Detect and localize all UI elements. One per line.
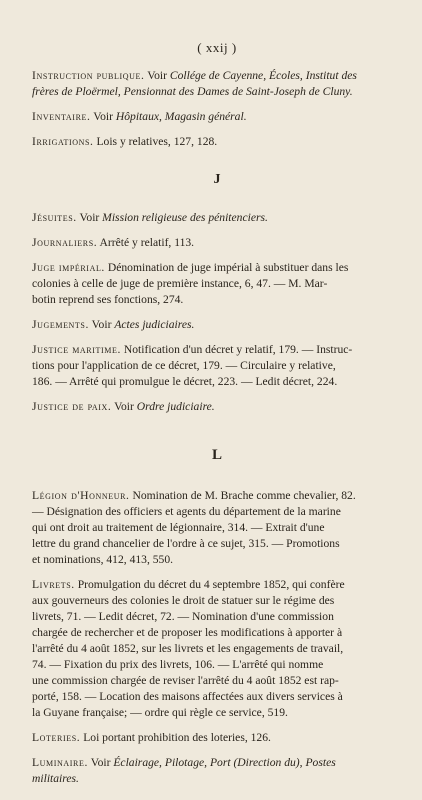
entry-line xyxy=(32,276,402,292)
entry-text: la Guyane française; — ordre qui règle ce service, 519. xyxy=(32,706,288,719)
entry-text: qui ont droit au traitement de légionnaire, 314. — Extrait d'une xyxy=(32,521,325,534)
letter-heading-j: J xyxy=(213,172,221,187)
entry-text: Lois y relatives, 127, 128. xyxy=(96,135,218,148)
entry-line xyxy=(32,593,402,609)
section-i-end xyxy=(32,68,402,150)
entry-line xyxy=(32,520,402,536)
entry-heading: Journaliers. xyxy=(32,236,98,249)
index-entry xyxy=(32,342,402,390)
entry-text: porté, 158. — Location des maisons affectées aux divers services à xyxy=(32,690,343,703)
entry-line xyxy=(32,488,402,504)
index-entry xyxy=(32,317,402,333)
entry-text: 186. — Arrêté qui promulgue le décret, 223. — Ledit décret, 224. xyxy=(32,375,338,388)
letter-heading-l: L xyxy=(211,447,222,463)
entry-reference: Éclairage, Pilotage, Port (Direction du), Postes xyxy=(113,756,336,769)
entry-text: Voir xyxy=(147,69,170,82)
entry-text: aux gouverneurs des colonies le droit de statuer sur le régime des xyxy=(32,594,335,607)
entry-line xyxy=(32,317,402,333)
entry-text: Dénomination de juge impérial à substituer dans les xyxy=(107,261,349,274)
entry-line xyxy=(32,536,402,552)
entry-text: tions pour l'application de ce décret, 179. — Circulaire y relative, xyxy=(32,359,336,372)
entry-text: lettre du grand chancelier de l'ordre à ce sujet, 315. — Promotions xyxy=(32,537,340,550)
index-entry xyxy=(32,210,402,226)
entry-line xyxy=(32,84,402,100)
entry-line xyxy=(32,657,402,673)
index-entry xyxy=(32,109,402,125)
entry-text: une commission chargée de reviser l'arrêté du 4 août 1852 est rap- xyxy=(32,674,339,687)
index-entry xyxy=(32,68,402,100)
entry-reference: militaires. xyxy=(32,772,79,785)
index-entry xyxy=(32,755,402,787)
entry-text: et nominations, 412, 413, 550. xyxy=(32,553,174,566)
index-entry xyxy=(32,260,402,308)
entry-line xyxy=(32,689,402,705)
entry-line xyxy=(32,210,402,226)
entry-heading: Jésuites. xyxy=(32,211,77,224)
entry-line xyxy=(32,609,402,625)
entry-text: Nomination de M. Brache comme chevalier, 82. xyxy=(132,489,356,502)
entry-heading: Instruction publique. xyxy=(32,69,145,82)
entry-line xyxy=(32,577,402,593)
entry-text: Notification d'un décret y relatif, 179. — Instruc- xyxy=(123,343,353,356)
entry-line xyxy=(32,641,402,657)
entry-line xyxy=(32,358,402,374)
entry-line xyxy=(32,342,402,358)
entry-heading: Justice de paix. xyxy=(32,400,112,413)
entry-line xyxy=(32,235,402,251)
index-entry xyxy=(32,399,402,415)
index-entry xyxy=(32,577,402,721)
index-entry xyxy=(32,235,402,251)
entry-text: colonies à celle de juge de première instance, 6, 47. — M. Mar- xyxy=(32,277,328,290)
entry-text: livrets, 71. — Ledit décret, 72. — Nomination d'une commission xyxy=(32,610,334,623)
entry-reference: Actes judiciaires. xyxy=(114,318,195,331)
entry-line xyxy=(32,504,402,520)
entry-heading: Luminaire. xyxy=(32,756,88,769)
entry-line xyxy=(32,134,402,150)
entry-line xyxy=(32,552,402,568)
section-j xyxy=(32,210,402,415)
entry-reference: Collége de Cayenne, Écoles, Institut des xyxy=(169,69,357,82)
entry-line xyxy=(32,705,402,721)
entry-heading: Irrigations. xyxy=(32,135,94,148)
entry-reference: Hôpitaux, Magasin général. xyxy=(115,110,247,123)
index-entry xyxy=(32,488,402,568)
entry-heading: Livrets. xyxy=(32,578,75,591)
entry-text: Voir xyxy=(93,110,116,123)
entry-text: Voir xyxy=(114,400,137,413)
entry-text: Voir xyxy=(91,318,115,331)
entry-text: Promulgation du décret du 4 septembre 1852, qui confère xyxy=(77,578,345,591)
entry-text: l'arrêté du 4 août 1852, sur les livrets et les engagements de travail, xyxy=(32,642,344,655)
index-entry xyxy=(32,730,402,746)
entry-text: 74. — Fixation du prix des livrets, 106. — L'arrêté qui nomme xyxy=(32,658,324,671)
entry-reference: Mission religieuse des pénitenciers. xyxy=(102,211,268,224)
entry-line xyxy=(32,374,402,390)
entry-line xyxy=(32,771,402,787)
entry-reference: Ordre judiciaire. xyxy=(136,400,215,413)
entry-line xyxy=(32,673,402,689)
entry-heading: Loteries. xyxy=(32,731,81,744)
entry-line xyxy=(32,399,402,415)
entry-text: Loi portant prohibition des loteries, 126. xyxy=(83,731,271,744)
entry-line xyxy=(32,260,402,276)
entry-line xyxy=(32,68,402,84)
entry-line xyxy=(32,625,402,641)
entry-line xyxy=(32,730,402,746)
entry-text: Arrêté y relatif, 113. xyxy=(99,236,195,249)
entry-text: Voir xyxy=(90,756,114,769)
entry-heading: Légion d'Honneur. xyxy=(32,489,130,502)
entry-line xyxy=(32,109,402,125)
entry-text: — Désignation des officiers et agents du département de la marine xyxy=(32,505,341,518)
entry-heading: Juge impérial. xyxy=(32,261,105,274)
entry-text: Voir xyxy=(79,211,103,224)
entry-line xyxy=(32,292,402,308)
entry-text: chargée de rechercher et de proposer les modifications à apporter à xyxy=(32,626,343,639)
index-entry xyxy=(32,134,402,150)
page-number: ( xxij ) xyxy=(197,40,237,55)
entry-heading: Justice maritime. xyxy=(32,343,121,356)
entry-heading: Jugements. xyxy=(32,318,89,331)
entry-line xyxy=(32,755,402,771)
entry-reference: frères de Ploërmel, Pensionnat des Dames de Saint-Joseph de Cluny. xyxy=(32,85,353,98)
entry-heading: Inventaire. xyxy=(32,110,91,123)
entry-text: botin reprend ses fonctions, 274. xyxy=(32,293,184,306)
section-l xyxy=(32,488,402,787)
